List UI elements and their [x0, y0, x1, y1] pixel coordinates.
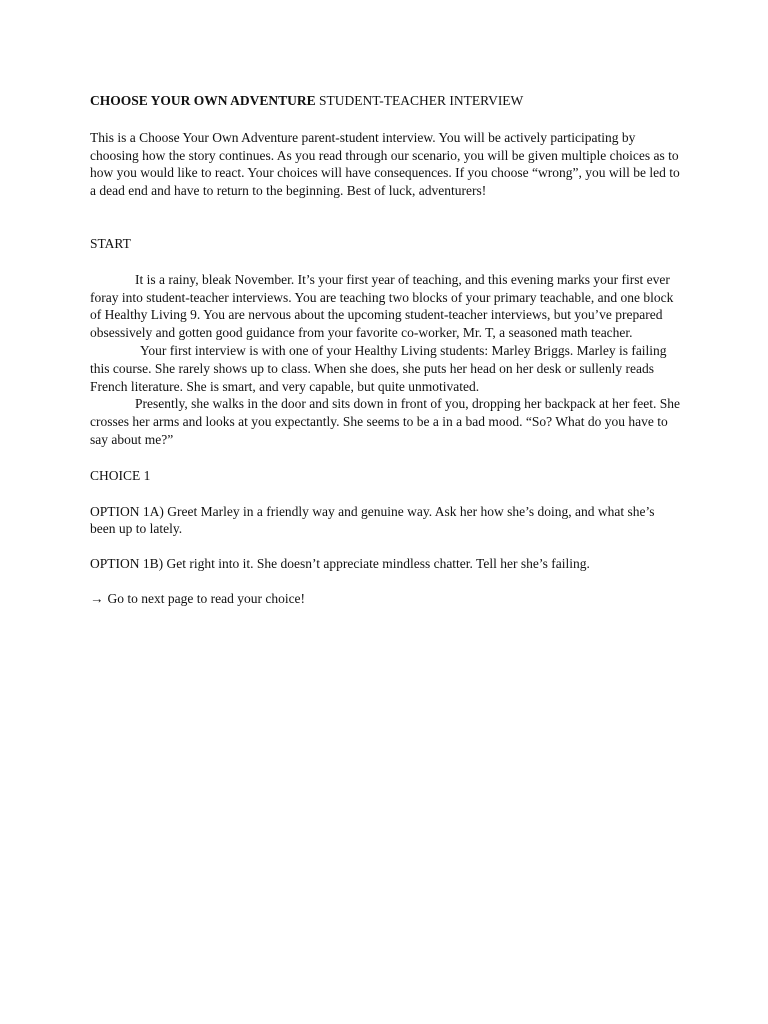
story-section [90, 271, 680, 449]
start-heading: START [90, 235, 131, 251]
story-paragraph-3: Presently, she walks in the door and sits down in front of you, dropping her backpack at her feet. She crosses her arms and looks at you expectantly. She seems to be a in a bad mood. “So? What do you have to say about me?” [90, 396, 680, 447]
arrow-right-icon: → [90, 590, 104, 606]
title-rest-part: STUDENT-TEACHER INTERVIEW [315, 93, 524, 108]
next-page-text: Go to next page to read your choice! [107, 590, 306, 606]
document-content [90, 92, 680, 608]
next-page-instruction [90, 590, 680, 608]
story-paragraph-2: Your first interview is with one of your Healthy Living students: Marley Briggs. Marley is failing this course. She rarely shows up to class. When she does, she puts her head on her desk or sullenly reads French literature. She is smart, and very capable, but quite unmotivated. [90, 342, 667, 394]
document-title [90, 92, 680, 110]
story-paragraph-1: It is a rainy, bleak November. It’s your first year of teaching, and this evening marks your first ever foray into student-teacher interviews. You are teaching two blocks of your primary teachable, and one block of Healthy Living 9. You are nervous about the upcoming student-teacher interviews, but you’ve prepared obsessively and gotten good guidance from your favorite co-worker, Mr. T, a seasoned math teacher. [90, 271, 674, 341]
option-1a: OPTION 1A) Greet Marley in a friendly way and genuine way. Ask her how she’s doing, and what she’s been up to lately. [90, 503, 655, 537]
option-1b: OPTION 1B) Get right into it. She doesn’t appreciate mindless chatter. Tell her she’s failing. [90, 556, 590, 572]
title-bold-part: CHOOSE YOUR OWN ADVENTURE [90, 93, 316, 108]
intro-paragraph: This is a Choose Your Own Adventure parent-student interview. You will be actively participating by choosing how the story continues. As you read through our scenario, you will be given multiple choices as to how you would like to react. Your choices will have consequences. If you choose “wrong”, you will be led to a dead end and have to return to the beginning. Best of luck, adventurers! [90, 129, 680, 199]
choice-heading: CHOICE 1 [90, 467, 151, 483]
